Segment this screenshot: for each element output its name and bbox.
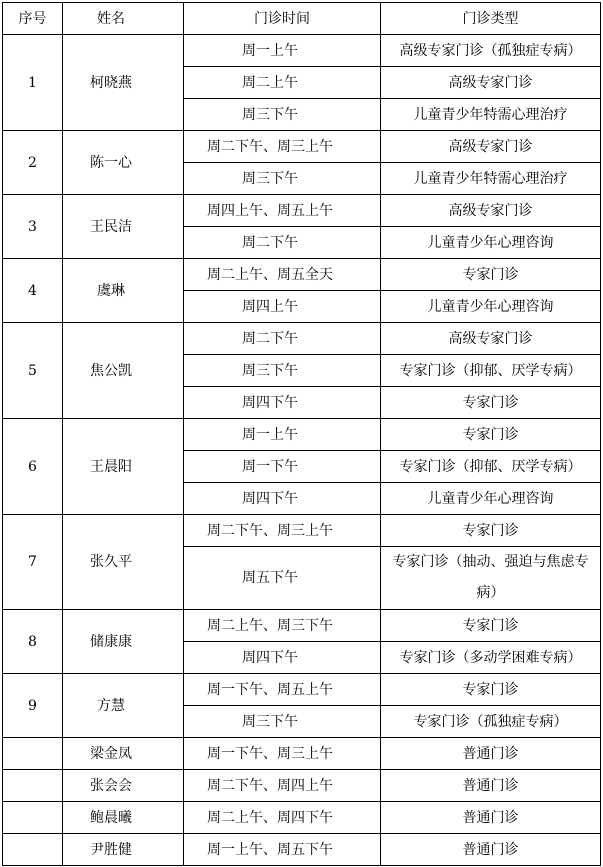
doctor-name: 张久平 — [63, 515, 184, 610]
clinic-type: 儿童青少年心理咨询 — [381, 227, 601, 259]
doctor-index: 8 — [3, 610, 63, 674]
clinic-time: 周一下午、周五上午 — [184, 674, 381, 706]
table-row — [3, 770, 601, 802]
doctor-index: 2 — [3, 131, 63, 195]
table-row — [3, 259, 601, 291]
header-type: 门诊类型 — [381, 3, 601, 35]
clinic-time: 周四下午 — [184, 642, 381, 674]
doctor-index: 3 — [3, 195, 63, 259]
doctor-name: 虞琳 — [63, 259, 184, 323]
doctor-index-empty — [3, 834, 63, 866]
doctor-index: 5 — [3, 323, 63, 419]
clinic-type: 专家门诊（抽动、强迫与焦虑专病） — [381, 547, 601, 610]
clinic-time: 周二下午、周四上午 — [184, 770, 381, 802]
clinic-type: 专家门诊 — [381, 387, 601, 419]
clinic-type: 高级专家门诊（孤独症专病） — [381, 35, 601, 67]
table-row — [3, 515, 601, 547]
doctor-name: 张会会 — [63, 770, 184, 802]
clinic-type: 普通门诊 — [381, 770, 601, 802]
clinic-time: 周二下午、周三上午 — [184, 515, 381, 547]
doctor-index: 6 — [3, 419, 63, 515]
clinic-type: 专家门诊 — [381, 674, 601, 706]
clinic-type: 儿童青少年特需心理治疗 — [381, 163, 601, 195]
table-row — [3, 323, 601, 355]
clinic-time: 周二下午、周三上午 — [184, 131, 381, 163]
clinic-type: 专家门诊 — [381, 259, 601, 291]
clinic-time: 周一下午 — [184, 451, 381, 483]
table-row — [3, 738, 601, 770]
clinic-time: 周一上午 — [184, 419, 381, 451]
table-row — [3, 419, 601, 451]
doctor-name: 尹胜健 — [63, 834, 184, 866]
clinic-time: 周二下午 — [184, 323, 381, 355]
table-row — [3, 802, 601, 834]
clinic-type: 儿童青少年心理咨询 — [381, 483, 601, 515]
clinic-time: 周一下午、周三上午 — [184, 738, 381, 770]
clinic-type: 专家门诊 — [381, 419, 601, 451]
table-row — [3, 35, 601, 67]
clinic-time: 周三下午 — [184, 706, 381, 738]
clinic-time: 周三下午 — [184, 355, 381, 387]
doctor-index: 9 — [3, 674, 63, 738]
doctor-name: 陈一心 — [63, 131, 184, 195]
table-row — [3, 131, 601, 163]
clinic-type: 专家门诊（孤独症专病） — [381, 706, 601, 738]
doctor-name: 储康康 — [63, 610, 184, 674]
table-row — [3, 610, 601, 642]
doctor-name: 鲍晨曦 — [63, 802, 184, 834]
clinic-type: 高级专家门诊 — [381, 195, 601, 227]
doctor-name: 柯晓燕 — [63, 35, 184, 131]
header-index: 序号 — [3, 3, 63, 35]
header-name: 姓名 — [63, 3, 184, 35]
clinic-time: 周二上午、周四下午 — [184, 802, 381, 834]
table-row — [3, 195, 601, 227]
clinic-time: 周四上午 — [184, 291, 381, 323]
clinic-type: 普通门诊 — [381, 834, 601, 866]
clinic-type: 专家门诊（抑郁、厌学专病） — [381, 355, 601, 387]
clinic-type: 高级专家门诊 — [381, 323, 601, 355]
doctor-name: 王民洁 — [63, 195, 184, 259]
clinic-type: 高级专家门诊 — [381, 131, 601, 163]
clinic-type: 普通门诊 — [381, 802, 601, 834]
clinic-time: 周一上午 — [184, 35, 381, 67]
doctor-index-empty — [3, 738, 63, 770]
clinic-type: 专家门诊 — [381, 515, 601, 547]
doctor-index: 7 — [3, 515, 63, 610]
clinic-type: 普通门诊 — [381, 738, 601, 770]
clinic-time: 周二上午、周五全天 — [184, 259, 381, 291]
table-row — [3, 674, 601, 706]
clinic-type: 专家门诊 — [381, 610, 601, 642]
clinic-type: 专家门诊（抑郁、厌学专病） — [381, 451, 601, 483]
table-header-row — [3, 3, 601, 35]
table-row — [3, 834, 601, 866]
clinic-time: 周二下午 — [184, 227, 381, 259]
doctor-index-empty — [3, 802, 63, 834]
clinic-time: 周二上午、周三下午 — [184, 610, 381, 642]
clinic-time: 周四上午、周五上午 — [184, 195, 381, 227]
clinic-type: 儿童青少年心理咨询 — [381, 291, 601, 323]
clinic-type: 儿童青少年特需心理治疗 — [381, 99, 601, 131]
clinic-time: 周一上午、周五下午 — [184, 834, 381, 866]
header-time: 门诊时间 — [184, 3, 381, 35]
clinic-time: 周四下午 — [184, 483, 381, 515]
clinic-time: 周三下午 — [184, 99, 381, 131]
clinic-time: 周三下午 — [184, 163, 381, 195]
clinic-schedule-table — [2, 2, 601, 866]
doctor-name: 方慧 — [63, 674, 184, 738]
clinic-time: 周五下午 — [184, 547, 381, 610]
doctor-name: 王晨阳 — [63, 419, 184, 515]
clinic-time: 周二上午 — [184, 67, 381, 99]
doctor-index: 4 — [3, 259, 63, 323]
clinic-type: 高级专家门诊 — [381, 67, 601, 99]
doctor-index: 1 — [3, 35, 63, 131]
doctor-name: 梁金凤 — [63, 738, 184, 770]
doctor-name: 焦公凯 — [63, 323, 184, 419]
clinic-time: 周四下午 — [184, 387, 381, 419]
clinic-type: 专家门诊（多动学困难专病） — [381, 642, 601, 674]
doctor-index-empty — [3, 770, 63, 802]
